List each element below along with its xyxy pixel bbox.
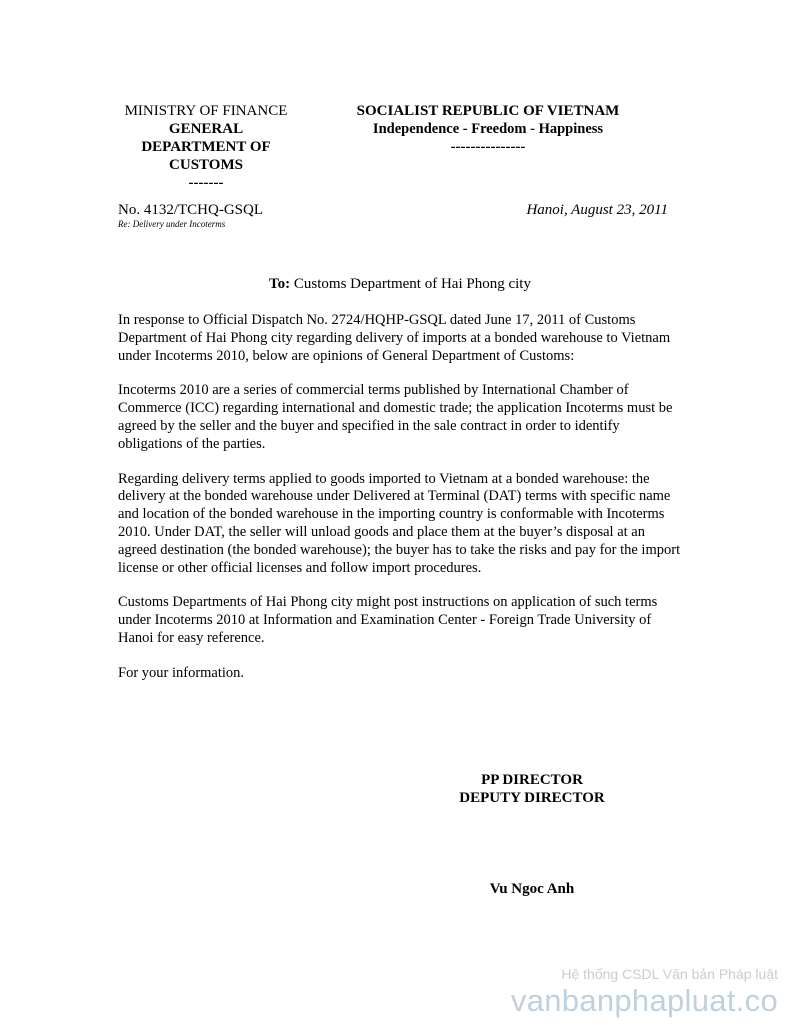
national-motto: Independence - Freedom - Happiness: [372, 121, 604, 137]
agency-divider: -------: [188, 175, 224, 191]
watermark-line-2: vanbanphapluat.co: [510, 983, 778, 1018]
watermark-line-1: Hệ thống CSDL Văn bản Pháp luật: [561, 966, 778, 982]
signature-title-1: PP DIRECTOR: [481, 772, 583, 788]
watermark: [511, 966, 778, 1020]
department-name-line2: DEPARTMENT OF: [141, 139, 271, 155]
body-paragraph-1: In response to Official Dispatch No. 2724/HQHP-GSQL dated June 17, 2011 of Customs Department of Hai Phong city regarding delivery of imports at a bonded warehouse to Vietnam under Incoterms 2010, below are opinions of General Department of Customs:: [118, 312, 671, 364]
signer-name: Vu Ngoc Anh: [489, 881, 575, 897]
letter-body: [118, 312, 684, 700]
signature-title-2: DEPUTY DIRECTOR: [459, 790, 605, 806]
national-divider: ---------------: [450, 139, 526, 155]
recipient-name: Customs Department of Hai Phong city: [293, 276, 531, 292]
national-title-block: [330, 102, 646, 156]
document-number: No. 4132/TCHQ-GSQL: [118, 202, 263, 218]
issuing-agency-block: [110, 102, 302, 192]
body-paragraph-3: Regarding delivery terms applied to goods imported to Vietnam at a bonded warehouse: the delivery at the bonded warehouse under Delivered at Terminal (DAT) terms with specific name and location of the bonded warehouse in the importing country is conformable with Incoterms 2010. Under DAT, the seller will unload goods and place them at the buyer’s disposal at an agreed destination (the bonded warehouse); the buyer has to take the risks and pay for the import license or other official licenses and follow import procedures.: [118, 470, 681, 576]
ministry-name: MINISTRY OF FINANCE: [124, 103, 288, 119]
recipient-line: [0, 275, 800, 293]
signature-block: [432, 771, 632, 807]
recipient-label: To:: [269, 276, 291, 292]
body-paragraph-2: Incoterms 2010 are a series of commercial terms published by International Chamber of Commerce (ICC) regarding international and domestic trade; the application Incoterms must be agreed by the seller and the buyer and specified in the sale contract in order to identify obligations of the parties.: [118, 382, 673, 452]
department-name-line1: GENERAL: [168, 121, 244, 137]
place-and-date: Hanoi, August 23, 2011: [526, 202, 668, 218]
country-name: SOCIALIST REPUBLIC OF VIETNAM: [356, 103, 620, 119]
body-paragraph-4: Customs Departments of Hai Phong city might post instructions on application of such terms under Incoterms 2010 at Information and Examination Center - Foreign Trade University of Hanoi for easy reference.: [118, 594, 658, 646]
department-name-line3: CUSTOMS: [169, 157, 243, 173]
closing-line: For your information.: [118, 664, 245, 681]
document-subject: Re: Delivery under Incoterms: [118, 219, 226, 229]
